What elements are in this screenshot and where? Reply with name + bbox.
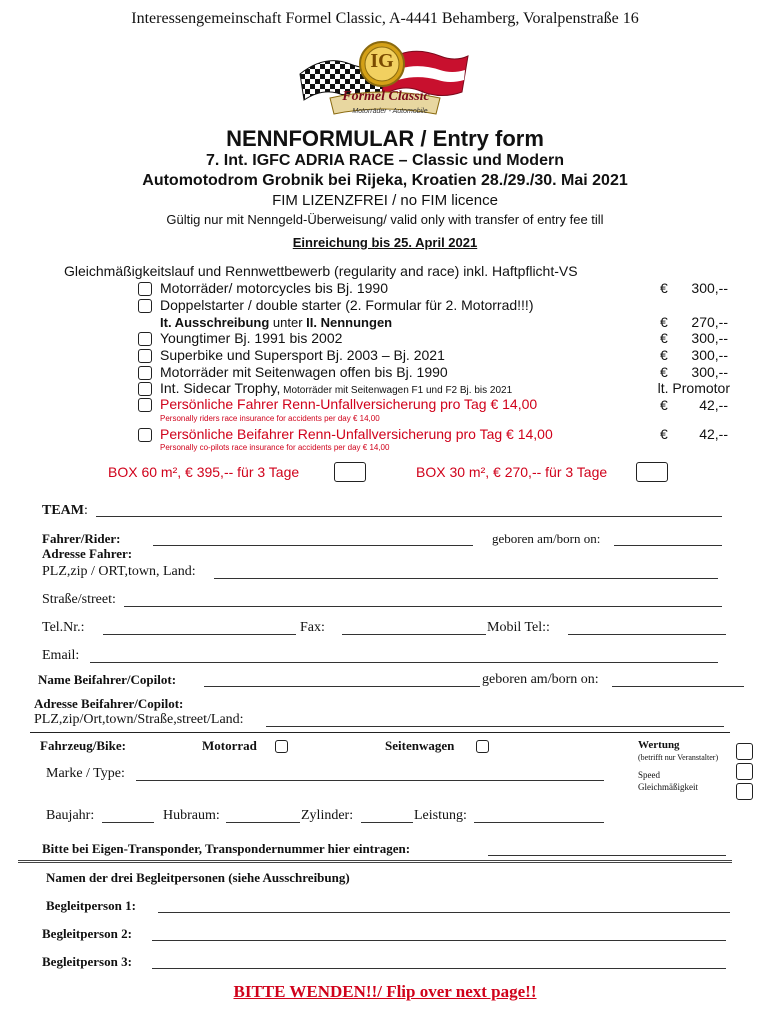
- companion-1-field[interactable]: [158, 912, 730, 913]
- box-60-label: BOX 60 m², € 395,-- für 3 Tage: [108, 464, 300, 480]
- section-divider: [18, 860, 732, 863]
- box-30-label: BOX 30 m², € 270,-- für 3 Tage: [416, 464, 608, 480]
- vehicle-divider: [30, 732, 730, 733]
- class-label-superbike: Superbike und Supersport Bj. 2003 – Bj. 2021: [160, 347, 445, 363]
- rider-plz-label: PLZ,zip / ORT,town, Land:: [42, 564, 196, 579]
- class-checkbox-sidecar-open[interactable]: [138, 366, 152, 380]
- flip-over-note: [0, 982, 770, 1002]
- currency: €: [660, 314, 668, 330]
- box-30-checkbox[interactable]: [636, 462, 668, 482]
- mobil-field[interactable]: [568, 634, 726, 635]
- rider-street-field[interactable]: [124, 606, 722, 607]
- wertung-note: (betrifft nur Veranstalter): [638, 753, 719, 762]
- class-label-sidecar-open: Motorräder mit Seitenwagen offen bis Bj. 1990: [160, 364, 448, 380]
- marke-field[interactable]: [136, 780, 604, 781]
- rider-born-label: geboren am/born on:: [492, 531, 601, 546]
- currency: €: [660, 330, 668, 346]
- fax-field[interactable]: [342, 634, 486, 635]
- currency: €: [660, 347, 668, 363]
- companion-2-label: Begleitperson 2:: [42, 926, 132, 941]
- box-60-checkbox[interactable]: [334, 462, 366, 482]
- tel-label: Tel.Nr.:: [42, 620, 85, 635]
- class-label-youngtimer: Youngtimer Bj. 1991 bis 2002: [160, 330, 343, 346]
- team-field[interactable]: [96, 516, 722, 517]
- baujahr-field[interactable]: [102, 822, 154, 823]
- companion-3-label: Begleitperson 3:: [42, 954, 132, 969]
- label-bold-2: II. Nennungen: [306, 315, 393, 330]
- seitenwagen-label: Seitenwagen: [385, 738, 455, 753]
- marke-label: Marke / Type:: [46, 766, 125, 781]
- igfc-logo: [290, 34, 475, 126]
- class-checkbox-sidecar-trophy[interactable]: [138, 382, 152, 396]
- validity-note: Gültig nur mit Nenngeld-Überweisung/ valid only with transfer of entry fee till: [166, 212, 604, 227]
- currency: €: [660, 426, 668, 442]
- flip-over-text: BITTE WENDEN!!/ Flip over next page!!: [233, 982, 537, 1001]
- copilot-name-label: Name Beifahrer/Copilot:: [38, 672, 177, 687]
- companion-1-label: Begleitperson 1:: [46, 898, 136, 913]
- price: 42,--: [699, 397, 728, 413]
- rider-street-label: Straße/street:: [42, 592, 116, 607]
- class-label-motorcycles: Motorräder/ motorcycles bis Bj. 1990: [160, 280, 388, 296]
- rider-name-field[interactable]: [153, 545, 473, 546]
- form-title: NENNFORMULAR / Entry form: [226, 126, 544, 151]
- price: 300,--: [691, 364, 728, 380]
- class-checkbox-superbike[interactable]: [138, 349, 152, 363]
- fax-label: Fax:: [300, 620, 325, 635]
- class-checkbox-copilot-insurance[interactable]: [138, 428, 152, 442]
- race-venue: Automotodrom Grobnik bei Rijeka, Kroatien 28./29./30. Mai 2021: [142, 172, 628, 189]
- companion-2-field[interactable]: [152, 940, 726, 941]
- transponder-label: Bitte bei Eigen-Transponder, Transpondernummer hier eintragen:: [42, 841, 411, 856]
- copilot-plz-field[interactable]: [266, 726, 724, 727]
- wertung-label: Wertung: [638, 739, 680, 751]
- zylinder-field[interactable]: [361, 822, 413, 823]
- deadline-note: [0, 235, 770, 250]
- copilot-born-label: geboren am/born on:: [482, 672, 599, 687]
- organization-address: Interessengemeinschaft Formel Classic, A-4441 Behamberg, Voralpenstraße 16: [131, 10, 639, 27]
- class-label-double-starter: Doppelstarter / double starter (2. Formular für 2. Motorrad!!!): [160, 297, 534, 313]
- price: 270,--: [691, 314, 728, 330]
- rider-born-field[interactable]: [614, 545, 722, 546]
- price: 300,--: [691, 280, 728, 296]
- copilot-plz-label: PLZ,zip/Ort,town/Straße,street/Land:: [34, 712, 244, 727]
- companion-3-field[interactable]: [152, 968, 726, 969]
- team-label-colon: :: [84, 503, 88, 518]
- leistung-field[interactable]: [474, 822, 604, 823]
- rider-plz-field[interactable]: [214, 578, 718, 579]
- rider-insurance-note: Personally riders race insurance for accidents per day € 14,00: [160, 414, 380, 423]
- mobil-label: Mobil Tel::: [487, 620, 550, 635]
- copilot-insurance-note: Personally co-pilots race insurance for accidents per day € 14,00: [160, 443, 390, 452]
- speed-checkbox[interactable]: [736, 763, 753, 780]
- class-label-rider-insurance: Persönliche Fahrer Renn-Unfallversicherung pro Tag € 14,00: [160, 396, 538, 412]
- email-field[interactable]: [90, 662, 718, 663]
- class-checkbox-youngtimer[interactable]: [138, 332, 152, 346]
- class-checkbox-motorcycles[interactable]: [138, 282, 152, 296]
- transponder-field[interactable]: [488, 855, 726, 856]
- rider-label: Fahrer/Rider:: [42, 531, 121, 546]
- wertung-checkbox[interactable]: [736, 743, 753, 760]
- motorrad-checkbox[interactable]: [275, 740, 288, 753]
- label-mid: unter: [269, 315, 307, 330]
- class-label-per-rules: [160, 315, 392, 330]
- currency: €: [660, 280, 668, 296]
- label-small: Motorräder mit Seitenwagen F1 und F2 Bj. bis 2021: [280, 385, 513, 396]
- currency: €: [660, 364, 668, 380]
- class-checkbox-rider-insurance[interactable]: [138, 398, 152, 412]
- price-promotor: lt. Promotor: [657, 380, 730, 396]
- companions-heading: Namen der drei Begleitpersonen (siehe Ausschreibung): [46, 870, 350, 885]
- rider-address-label: Adresse Fahrer:: [42, 546, 133, 561]
- class-label-copilot-insurance: Persönliche Beifahrer Renn-Unfallversicherung pro Tag € 14,00: [160, 426, 553, 442]
- logo-name-text: Formel Classic: [342, 89, 430, 104]
- label-main: Int. Sidecar Trophy,: [160, 380, 281, 396]
- motorrad-label: Motorrad: [202, 738, 257, 753]
- gleich-label: Gleichmäßigkeit: [638, 782, 698, 792]
- deadline-text: Einreichung bis 25. April 2021: [292, 235, 478, 250]
- hubraum-label: Hubraum:: [163, 808, 220, 823]
- team-label-text: TEAM: [42, 503, 84, 518]
- seitenwagen-checkbox[interactable]: [476, 740, 489, 753]
- copilot-address-label: Adresse Beifahrer/Copilot:: [34, 696, 184, 711]
- hubraum-field[interactable]: [226, 822, 300, 823]
- team-label: [42, 503, 88, 519]
- price: 42,--: [699, 426, 728, 442]
- tel-field[interactable]: [103, 634, 296, 635]
- baujahr-label: Baujahr:: [46, 808, 95, 823]
- class-checkbox-double-starter[interactable]: [138, 299, 152, 313]
- email-label: Email:: [42, 648, 80, 663]
- label-bold-1: It. Ausschreibung: [160, 315, 270, 330]
- leistung-label: Leistung:: [414, 808, 467, 823]
- logo-sub-text: Motorräder - Automobile: [352, 108, 428, 115]
- price: 300,--: [691, 330, 728, 346]
- currency: €: [660, 397, 668, 413]
- logo-ig-text: IG: [370, 50, 394, 72]
- copilot-born-field[interactable]: [612, 686, 744, 687]
- speed-label: Speed: [638, 770, 660, 780]
- gleich-checkbox[interactable]: [736, 783, 753, 800]
- race-title: 7. Int. IGFC ADRIA RACE – Classic und Modern: [206, 152, 564, 169]
- price: 300,--: [691, 347, 728, 363]
- licence-note: FIM LIZENZFREI / no FIM licence: [272, 192, 498, 209]
- copilot-name-field[interactable]: [204, 686, 480, 687]
- classes-intro: Gleichmäßigkeitslauf und Rennwettbewerb (regularity and race) inkl. Haftpflicht-VS: [64, 263, 578, 279]
- vehicle-label: Fahrzeug/Bike:: [40, 738, 126, 753]
- zylinder-label: Zylinder:: [301, 808, 354, 823]
